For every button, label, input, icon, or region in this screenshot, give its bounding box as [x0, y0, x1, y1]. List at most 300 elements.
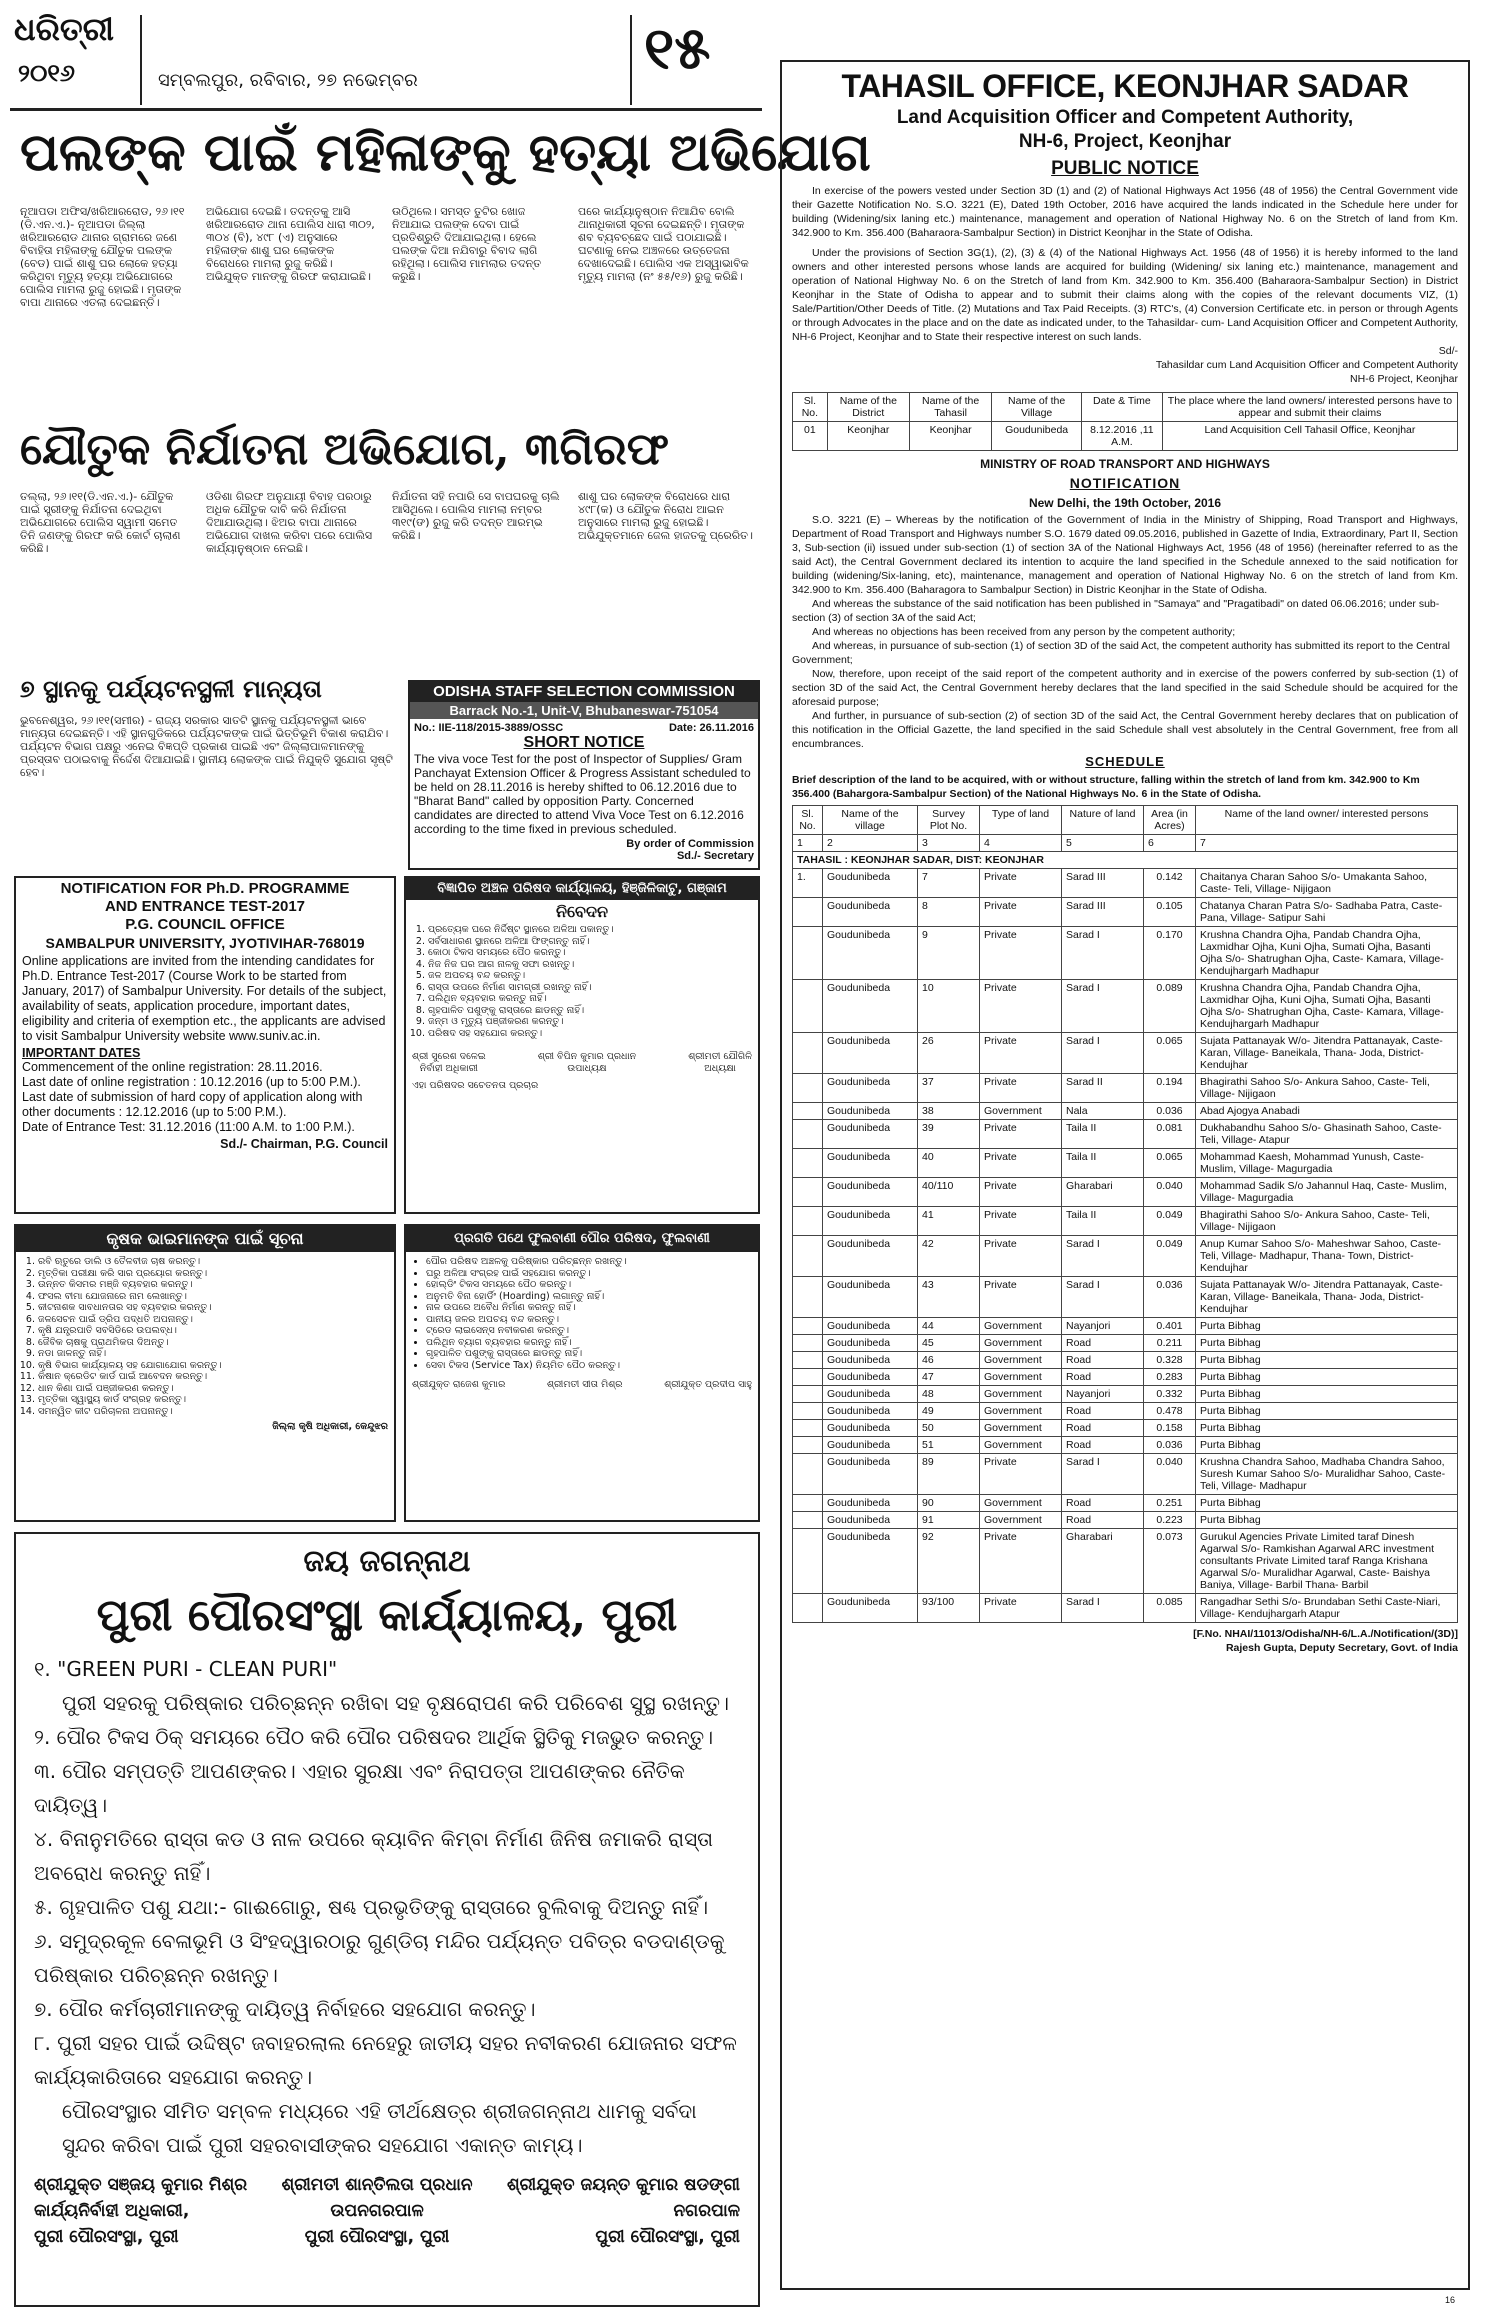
table-cell: Sarad I: [1062, 980, 1144, 1033]
farmers-item: 1. ରବି ଋତୁରେ ଡାଲି ଓ ତୈଳବୀଜ ଚାଷ କରନ୍ତୁ।: [38, 1256, 388, 1268]
claims-row: [793, 422, 1458, 451]
schedule-heading: SCHEDULE: [1085, 754, 1165, 769]
table-cell: Road: [1062, 1495, 1144, 1512]
table-cell: [793, 1103, 823, 1120]
table-cell: Goudunibeda: [823, 1207, 918, 1236]
block-item: 3. କୋଠା ଟିକସ ସମୟରେ ପୈଠ କରନ୍ତୁ।: [428, 947, 752, 959]
table-cell: 0.105: [1144, 898, 1196, 927]
puri-item: ପୁରୀ ସହରକୁ ପରିଷ୍କାର ପରିଚ୍ଛନ୍ନ ରଖିବା ସହ ବୃକ୍ଷରୋପଣ କରି ପରିବେଶ ସୁସ୍ଥ ରଖନ୍ତୁ।: [62, 1691, 730, 1715]
table-cell: 92: [918, 1529, 980, 1594]
table-cell: Krushna Chandra Ojha, Pandab Chandra Ojha, Laxmidhar Ojha, Kuni Ojha, Sumati Ojha, Basanti Ojha S/o- Shatrughan Ojha, Caste- Kamara, Village- Kendujhargarh Madhapur: [1196, 927, 1458, 980]
table-cell: Road: [1062, 1437, 1144, 1454]
phulbani-item: • ପଲିଥିନ ବ୍ୟାଗ ବ୍ୟବହାର କରନ୍ତୁ ନାହିଁ।: [426, 1337, 752, 1349]
ossc-body: The viva voce Test for the post of Inspector of Supplies/ Gram Panchayat Extension Officer & Progress Assistant scheduled to be held on 28.11.2016 is hereby shifted to 06.12.2016 due to "Bharat Band" called by opposition Party. Concerned candidates are directed to attend Viva Voce Test on 6.12.2016 according to the time fixed in previous scheduled.: [414, 752, 751, 836]
story-1: [20, 205, 760, 410]
block-sign-2-name: ଶ୍ରୀ ବିପିନ କୁମାର ପ୍ରଧାନ: [537, 1051, 637, 1062]
table-cell: 41: [918, 1207, 980, 1236]
table-cell: 10: [918, 980, 980, 1033]
table-cell: [793, 1149, 823, 1178]
notification-para-5: Now, therefore, upon receipt of the said report of the competent authority and in exercise of the powers conferred by sub-section (1) of section 3D of the said Act, the Central Government hereby declares that the land specified in the said Schedule should be acquired for the aforesaid purpose;: [792, 668, 1458, 708]
table-cell: 49: [918, 1403, 980, 1420]
table-cell: 48: [918, 1386, 980, 1403]
table-cell: 0.049: [1144, 1207, 1196, 1236]
phd-sign: Sd./- Chairman, P.G. Council: [220, 1137, 388, 1151]
table-cell: Krushna Chandra Ojha, Pandab Chandra Ojha, Laxmidhar Ojha, Kuni Ojha, Sumati Ojha, Basanti Ojha S/o- Shatrughan Ojha, Caste- Kamara, Village- Kendujhargarh Madhapur: [1196, 980, 1458, 1033]
phulbani-item: • ସେବା ଟିକସ (Service Tax) ନିୟମିତ ପୈଠ କରନ୍ତୁ।: [426, 1360, 752, 1372]
claims-header-cell: Sl. No.: [793, 393, 828, 422]
schedule-table: [792, 805, 1458, 1623]
table-cell: Road: [1062, 1369, 1144, 1386]
block-notice: [404, 876, 760, 1214]
block-sign-3-name: ଶ୍ରୀମତୀ ଯୌଗିଳି: [688, 1051, 752, 1062]
ministry-heading: MINISTRY OF ROAD TRANSPORT AND HIGHWAYS: [980, 457, 1270, 471]
table-cell: Private: [980, 1594, 1062, 1623]
schedule-number-cell: 3: [918, 835, 980, 852]
puri-title: ପୁରୀ ପୌରସଂସ୍ଥା କାର୍ଯ୍ୟାଳୟ, ପୁରୀ: [96, 1590, 678, 1641]
table-cell: Goudunibeda: [823, 1335, 918, 1352]
phulbani-sign-2: ଶ୍ରୀମତୀ ସୀତା ମିଶ୍ର: [546, 1379, 623, 1390]
table-cell: Private: [980, 1120, 1062, 1149]
table-cell: Chatanya Charan Patra S/o- Sadhaba Patra, Caste- Pana, Village- Satipur Sahi: [1196, 898, 1458, 927]
file-number: [F.No. NHAI/11013/Odisha/NH-6/L.A./Notification/(3D)]: [1193, 1628, 1458, 1640]
table-cell: Purta Bibhag: [1196, 1369, 1458, 1386]
table-cell: 0.142: [1144, 869, 1196, 898]
table-cell: Krushna Chandra Sahoo, Madhaba Chandra Sahoo, Suresh Kumar Sahoo S/o- Muralidhar Sahoo, Caste- Teli, Village- Madhapur: [1196, 1454, 1458, 1495]
table-cell: Goudunibeda: [823, 1277, 918, 1318]
table-cell: Sarad II: [1062, 1074, 1144, 1103]
table-cell: Rangadhar Sethi S/o- Brundaban Sethi Caste-Niari, Village- Kendujhargarh Atapur: [1196, 1594, 1458, 1623]
table-cell: Goudunibeda: [823, 1236, 918, 1277]
schedule-header-cell: Name of the village: [823, 806, 918, 835]
table-cell: Nayanjori: [1062, 1318, 1144, 1335]
table-cell: [793, 927, 823, 980]
ossc-heading: SHORT NOTICE: [523, 734, 645, 751]
table-cell: Purta Bibhag: [1196, 1495, 1458, 1512]
table-row: [793, 1420, 1458, 1437]
table-cell: Sarad I: [1062, 1594, 1144, 1623]
table-cell: [793, 1236, 823, 1277]
phd-date-2: Last date of online registration : 10.12.2016 (up to 5:00 P.M.).: [22, 1075, 361, 1089]
masthead-divider-2: [630, 15, 632, 105]
signatory: Rajesh Gupta, Deputy Secretary, Govt. of India: [1225, 1642, 1458, 1654]
block-title: ବିଜ୍ଞାପିତ ଅଞ୍ଚଳ ପରିଷଦ କାର୍ଯ୍ୟାଳୟ, ହିଞ୍ଜିଳିକାଟୁ, ଗଞ୍ଜାମ: [406, 878, 758, 900]
table-cell: [793, 1277, 823, 1318]
table-cell: Government: [980, 1495, 1062, 1512]
claims-cell: Land Acquisition Cell Tahasil Office, Keonjhar: [1162, 422, 1457, 451]
phulbani-item: • ପୌର ପରିଷଦ ଅଞ୍ଚଳକୁ ପରିଷ୍କାର ପରିଚ୍ଛନ୍ନ ରଖନ୍ତୁ।: [426, 1256, 752, 1268]
table-cell: Sarad I: [1062, 1277, 1144, 1318]
table-cell: [793, 1369, 823, 1386]
table-cell: Goudunibeda: [823, 1594, 918, 1623]
notice-para-1: In exercise of the powers vested under Section 3D (1) and (2) of National Highways Act 1956 (48 of 1956) the Central Government vide their Gazette Notification No. S.O. 3221 (E), Dated 19th October, 2016 have acquired the lands indicated in the Schedule here under for building (Widening/six laning etc.) maintenance, management and operation of National Highway No. 6 on the Stretch of land from Km. 342.900 to Km. 356.400 (Baharaora-Sambalpur Section) in District Keonjhar in the State of Odisha.: [792, 185, 1458, 239]
claims-header-cell: Name of the District: [827, 393, 909, 422]
puri-item: ୧. "GREEN PURI - CLEAN PURI": [34, 1657, 338, 1681]
table-cell: Private: [980, 1529, 1062, 1594]
table-cell: [793, 1352, 823, 1369]
table-cell: Chaitanya Charan Sahoo S/o- Umakanta Sahoo, Caste- Teli, Village- Nijigaon: [1196, 869, 1458, 898]
table-cell: Goudunibeda: [823, 1103, 918, 1120]
notice-title: TAHASIL OFFICE, KEONJHAR SADAR: [841, 68, 1409, 104]
schedule-number-cell: 4: [980, 835, 1062, 852]
table-cell: Goudunibeda: [823, 1074, 918, 1103]
table-cell: 39: [918, 1120, 980, 1149]
table-row: [793, 1207, 1458, 1236]
table-cell: Government: [980, 1103, 1062, 1120]
table-cell: Mohammad Sadik S/o Jahannul Haq, Caste- Muslim, Village- Magurgadia: [1196, 1178, 1458, 1207]
schedule-number-cell: 2: [823, 835, 918, 852]
table-cell: [793, 1437, 823, 1454]
table-cell: Goudunibeda: [823, 1512, 918, 1529]
tahasil-notice: [780, 60, 1470, 2290]
table-row: [793, 898, 1458, 927]
table-cell: Goudunibeda: [823, 1386, 918, 1403]
claims-cell: 8.12.2016 ,11 A.M.: [1081, 422, 1162, 451]
table-cell: Private: [980, 1207, 1062, 1236]
table-cell: 91: [918, 1512, 980, 1529]
claims-cell: Keonjhar: [909, 422, 991, 451]
table-cell: Goudunibeda: [823, 980, 918, 1033]
notice-subtitle-1: Land Acquisition Officer and Competent Authority,: [896, 107, 1354, 128]
table-cell: 45: [918, 1335, 980, 1352]
claims-cell: Keonjhar: [827, 422, 909, 451]
table-cell: Goudunibeda: [823, 927, 918, 980]
puri-list: [16, 1648, 758, 2166]
table-cell: Government: [980, 1403, 1062, 1420]
table-cell: [793, 1178, 823, 1207]
table-row: [793, 1236, 1458, 1277]
headline-2: ଯୌତୁକ ନିର୍ଯାତନା ଅଭିଯୋଗ, ୩ଗିରଫ: [20, 424, 669, 475]
phd-dates-heading: IMPORTANT DATES: [22, 1046, 141, 1060]
table-cell: [793, 1403, 823, 1420]
table-cell: Goudunibeda: [823, 1529, 918, 1594]
notification-date: New Delhi, the 19th October, 2016: [1028, 496, 1222, 510]
table-cell: 8: [918, 898, 980, 927]
table-cell: Sarad III: [1062, 869, 1144, 898]
phd-office: P.G. COUNCIL OFFICE: [125, 916, 285, 933]
table-cell: Goudunibeda: [823, 1420, 918, 1437]
masthead-dateline: ସମ୍ବଲପୁର, ରବିବାର, ୨୭ ନଭେମ୍ବର: [158, 70, 418, 91]
table-cell: 0.036: [1144, 1103, 1196, 1120]
table-cell: 0.194: [1144, 1074, 1196, 1103]
table-cell: 1.: [793, 869, 823, 898]
table-cell: [793, 1033, 823, 1074]
puri-sign-3-role: ନଗରପାଳ: [673, 2201, 740, 2221]
table-cell: Goudunibeda: [823, 1454, 918, 1495]
puri-item: ୬. ସମୁଦ୍ରକୂଳ ବେଳାଭୂମି ଓ ସିଂହଦ୍ୱାରଠାରୁ ଗୁଣ୍ଡିଚା ମନ୍ଦିର ପର୍ଯ୍ୟନ୍ତ ପବିତ୍ର ବଡଦାଣ୍ଡକୁ ପରିଷ୍କାର ପରିଚ୍ଛନ୍ନ ରଖନ୍ତୁ।: [34, 1929, 725, 1987]
table-cell: 0.401: [1144, 1318, 1196, 1335]
puri-item: ୭. ପୌର କର୍ମଚାରୀମାନଙ୍କୁ ଦାୟିତ୍ୱ ନିର୍ବାହରେ ସହଯୋଗ କରନ୍ତୁ।: [34, 1997, 536, 2021]
block-sign-1-name: ଶ୍ରୀ ସୁରେଶ ଦଳେଇ: [412, 1051, 486, 1062]
table-cell: 9: [918, 927, 980, 980]
table-cell: Gurukul Agencies Private Limited taraf Dinesh Agarwal S/o- Ramkishan Agarwal ARC investment consultants Private Limited taraf Ranga Krishana Agarwal S/o- Muralidhar Agarwal, Caste- Baishya Baniya, Village- Barbil Thana- Barbil: [1196, 1529, 1458, 1594]
table-cell: 43: [918, 1277, 980, 1318]
claims-cell: Goudunibeda: [992, 422, 1082, 451]
table-row: [793, 1454, 1458, 1495]
table-row: [793, 1437, 1458, 1454]
table-row: [793, 869, 1458, 898]
claims-header-cell: The place where the land owners/ interested persons have to appear and submit their claims: [1162, 393, 1457, 422]
schedule-header-cell: Type of land: [980, 806, 1062, 835]
table-cell: Gharabari: [1062, 1529, 1144, 1594]
table-row: [793, 1033, 1458, 1074]
table-cell: Purta Bibhag: [1196, 1335, 1458, 1352]
table-cell: Dukhabandhu Sahoo S/o- Ghasinath Sahoo, Caste- Teli, Village- Atapur: [1196, 1120, 1458, 1149]
notification-heading: NOTIFICATION: [1069, 475, 1181, 491]
table-cell: 0.040: [1144, 1454, 1196, 1495]
table-cell: Goudunibeda: [823, 1403, 918, 1420]
ossc-title: ODISHA STAFF SELECTION COMMISSION: [410, 682, 758, 702]
table-cell: 0.081: [1144, 1120, 1196, 1149]
table-cell: [793, 1386, 823, 1403]
farmers-item: 7. କୃଷି ଯନ୍ତ୍ରପାତି ସବସିଡିରେ ଉପଲବ୍ଧ।: [38, 1325, 388, 1337]
table-row: [793, 1277, 1458, 1318]
table-cell: Bhagirathi Sahoo S/o- Ankura Sahoo, Caste- Teli, Village- Nijigaon: [1196, 1207, 1458, 1236]
schedule-number-cell: 5: [1062, 835, 1144, 852]
table-cell: Private: [980, 1178, 1062, 1207]
puri-item: ୩. ପୌର ସମ୍ପତ୍ତି ଆପଣଙ୍କର। ଏହାର ସୁରକ୍ଷା ଏବଂ ନିରାପତ୍ତା ଆପଣଙ୍କର ନୈତିକ ଦାୟିତ୍ୱ।: [34, 1759, 685, 1817]
phd-body: Online applications are invited from the intending candidates for Ph.D. Entrance Test-2017 (Course Work to be started from January, 2017) of Sambalpur University. For details of the subject, availability of seats, application procedure, important dates, eligibility and criteria of exemption etc., the applicants are advised to visit Sambalpur University website www.suniv.ac.in.: [22, 954, 387, 1043]
table-cell: Purta Bibhag: [1196, 1420, 1458, 1437]
phd-notice: [14, 876, 396, 1214]
notice-sign-role-2: NH-6 Project, Keonjhar: [1350, 373, 1458, 385]
farmers-sign: ଜିଲ୍ଲା କୃଷି ଅଧିକାରୀ, କେନ୍ଦୁଝର: [272, 1421, 388, 1432]
claims-cell: 01: [793, 422, 828, 451]
table-cell: 0.478: [1144, 1403, 1196, 1420]
table-cell: Purta Bibhag: [1196, 1352, 1458, 1369]
table-cell: 46: [918, 1352, 980, 1369]
table-cell: [793, 1495, 823, 1512]
schedule-number-cell: 1: [793, 835, 823, 852]
page-corner-number: 16: [1445, 2295, 1456, 2305]
block-item: 5. ଜଳ ଅପଚୟ ବନ୍ଦ କରନ୍ତୁ।: [428, 970, 752, 982]
table-cell: Private: [980, 1074, 1062, 1103]
schedule-number-row: [793, 835, 1458, 852]
table-cell: 26: [918, 1033, 980, 1074]
table-cell: [793, 1318, 823, 1335]
phulbani-item: • ଗୃହପାଳିତ ପଶୁଙ୍କୁ ରାସ୍ତାରେ ଛାଡନ୍ତୁ ନାହିଁ।: [426, 1348, 752, 1360]
farmers-item: 3. ଉନ୍ନତ କିସମର ମଞ୍ଜି ବ୍ୟବହାର କରନ୍ତୁ।: [38, 1279, 388, 1291]
table-cell: 0.085: [1144, 1594, 1196, 1623]
story-2-col-1: ତଲ୍ଲା, ୨୬।୧୧(ଡି.ଏନ.ଏ.)- ଯୌତୁକ ପାଇଁ ସ୍ତ୍ରୀଙ୍କୁ ନିର୍ଯାତନା ଦେଇଥିବା ଅଭିଯୋଗରେ ପୋଲିସ ସ୍ୱାମୀ ସମେତ ତିନି ଜଣଙ୍କୁ ଗିରଫ କରି କୋର୍ଟ ଚାଲାଣ କରିଛି।: [20, 490, 181, 555]
table-cell: Private: [980, 1277, 1062, 1318]
tourism-headline: ୭ ସ୍ଥାନକୁ ପର୍ଯ୍ୟଟନସ୍ଥଳୀ ମାନ୍ୟତା: [20, 674, 322, 703]
claims-header-row: [793, 393, 1458, 422]
schedule-body: [793, 852, 1458, 1623]
table-cell: 0.158: [1144, 1420, 1196, 1437]
table-row: [793, 980, 1458, 1033]
table-cell: Mohammad Kaesh, Mohammad Yunush, Caste- Muslim, Village- Magurgadia: [1196, 1149, 1458, 1178]
paper-logo: ଧରିତ୍ରୀ: [14, 10, 114, 48]
table-cell: [793, 1594, 823, 1623]
table-cell: Goudunibeda: [823, 1033, 918, 1074]
table-cell: 0.065: [1144, 1033, 1196, 1074]
table-row: [793, 1352, 1458, 1369]
table-cell: 0.036: [1144, 1437, 1196, 1454]
schedule-header-row: [793, 806, 1458, 835]
table-row: [793, 1335, 1458, 1352]
table-cell: 89: [918, 1454, 980, 1495]
table-cell: Goudunibeda: [823, 1318, 918, 1335]
table-row: [793, 1074, 1458, 1103]
phulbani-list: [412, 1256, 752, 1371]
table-cell: Purta Bibhag: [1196, 1512, 1458, 1529]
table-cell: 93/100: [918, 1594, 980, 1623]
table-cell: Goudunibeda: [823, 1352, 918, 1369]
ossc-notice: [408, 680, 760, 870]
puri-item: ପୌରସଂସ୍ଥାର ସୀମିତ ସମ୍ବଳ ମଧ୍ୟରେ ଏହି ତୀର୍ଥକ୍ଷେତ୍ର ଶ୍ରୀଜଗନ୍ନାଥ ଧାମକୁ ସର୍ବଦା ସୁନ୍ଦର କରିବା ପାଇଁ ପୁରୀ ସହରବାସୀଙ୍କର ସହଯୋଗ ଏକାନ୍ତ କାମ୍ୟ।: [62, 2099, 697, 2157]
table-cell: 0.332: [1144, 1386, 1196, 1403]
masthead: [10, 10, 762, 105]
table-cell: Sarad I: [1062, 927, 1144, 980]
puri-item: ୫. ଗୃହପାଳିତ ପଶୁ ଯଥା:- ଗାଈଗୋରୁ, ଷଣ୍ଢ ପ୍ରଭୃତିଙ୍କୁ ରାସ୍ତାରେ ବୁଲିବାକୁ ଦିଅନ୍ତୁ ନାହିଁ।: [34, 1895, 709, 1919]
block-item: 1. ପ୍ରତ୍ୟେକ ଘରେ ନିର୍ଦ୍ଦିଷ୍ଟ ସ୍ଥାନରେ ଅଳିଆ ପକାନ୍ତୁ।: [428, 924, 752, 936]
table-cell: 0.036: [1144, 1277, 1196, 1318]
table-row: [793, 1318, 1458, 1335]
table-cell: Private: [980, 1454, 1062, 1495]
table-cell: 0.251: [1144, 1495, 1196, 1512]
phd-date-3: Last date of submission of hard copy of application along with other documents : 12.12.2016 (up to 5:00 P.M.).: [22, 1090, 363, 1119]
farmers-item: 10. କୃଷି ବିଭାଗ କାର୍ଯ୍ୟାଳୟ ସହ ଯୋଗାଯୋଗ କରନ୍ତୁ।: [38, 1360, 388, 1372]
block-footer: ଏହା ପରିଷଦର ସଚେତନତା ପ୍ରଚାର: [412, 1080, 539, 1091]
phulbani-item: • ନାଳ ଉପରେ ଅବୈଧ ନିର୍ମାଣ କରନ୍ତୁ ନାହିଁ।: [426, 1302, 752, 1314]
table-cell: Goudunibeda: [823, 1149, 918, 1178]
table-cell: Abad Ajogya Anabadi: [1196, 1103, 1458, 1120]
table-cell: Goudunibeda: [823, 1120, 918, 1149]
block-item: 6. ରାସ୍ତା ଉପରେ ନିର୍ମାଣ ସାମଗ୍ରୀ ରଖନ୍ତୁ ନାହିଁ।: [428, 982, 752, 994]
table-cell: [793, 898, 823, 927]
block-item: 4. ନିଜ ନିଜ ଘର ଆଗ ନାଳକୁ ସଫା ରଖନ୍ତୁ।: [428, 959, 752, 971]
puri-sign-1-org: ପୁରୀ ପୌରସଂସ୍ଥା, ପୁରୀ: [34, 2227, 179, 2247]
headline-1: ପଲଙ୍କ ପାଇଁ ମହିଳାଙ୍କୁ ହତ୍ୟା ଅଭିଯୋଗ: [20, 122, 871, 183]
public-notice-heading: PUBLIC NOTICE: [1051, 158, 1199, 179]
table-cell: [793, 1335, 823, 1352]
table-row: [793, 1512, 1458, 1529]
notification-para-1: S.O. 3221 (E) – Whereas by the notification of the Government of India in the Ministry of Shipping, Road Transport and Highways, Department of Road Transport and Highways number S.O. 1679 dated 09.05.2016, published in Gazette of India, Extraordinary, Part II, Section 3, Sub-section (ii) issued under sub-section (1) of section 3A of the National Highways Act, 1956 (48 of 1956) (hereinafter referred to as the said Act), the Central Government declared its intention to acquire the land specified in the Schedule annexed to the said notification for building (widening/Six-laning, etc), maintenance, management and operation of National Highway No. 6 on the stretch of land from Km. 342.900 to Km. 356.400 (Baharagora to Sambalpur Section) in Distric Keonjhar in the State of Odisha.: [792, 514, 1458, 596]
block-list: [412, 924, 752, 1039]
puri-sign-3-name: ଶ୍ରୀଯୁକ୍ତ ଜୟନ୍ତ କୁମାର ଷଡଙ୍ଗୀ: [506, 2175, 740, 2195]
table-cell: 51: [918, 1437, 980, 1454]
table-cell: Government: [980, 1512, 1062, 1529]
puri-sign-1-role: କାର୍ଯ୍ୟନିର୍ବାହୀ ଅଧିକାରୀ,: [34, 2201, 190, 2221]
schedule-header-cell: Sl. No.: [793, 806, 823, 835]
table-cell: 7: [918, 869, 980, 898]
table-cell: 40/110: [918, 1178, 980, 1207]
notice-subtitle-2: NH-6, Project, Keonjhar: [1018, 131, 1232, 152]
table-cell: Road: [1062, 1403, 1144, 1420]
table-row: [793, 1594, 1458, 1623]
notice-para-2: Under the provisions of Section 3G(1), (2), (3) & (4) of the National Highways Act. 1956 (48 of 1956) it is hereby informed to the land owners and other interested persons whose lands are acquired for building (Widening/ six laning etc.) maintenance, management and operation of National Highway No. 6 on the Stretch of land from Km. 342.900 to Km. 356.400 (Baharaora-Sambalpur Section) in District Keonjhar in the State of Odisha to appear and to submit their claims along with the copies of the relevant documents VIZ, (1) Sale/Partition/Other Deeds of Title. (2) Mutations and Tax Paid Receipts. (3) RTC's, (4) Conversion Certificate etc. in person or through Agents or through Advocates in the place and on the date as indicated under, to the Tahasildar- cum- Land Acquisition Officer and Competent Authority, NH-6 Project, Keonjhar and to State their respective interest on such lands.: [792, 247, 1459, 343]
table-cell: Road: [1062, 1420, 1144, 1437]
notification-para-6: And further, in pursuance of sub-section (2) of section 3D of the said Act, the Central Government hereby declares that on publication of this notification in the Official Gazette, the land specified in the said Schedule shall vest absolutely in the Central Government, free from all encumbrances.: [792, 710, 1458, 750]
table-cell: 0.211: [1144, 1335, 1196, 1352]
tahasil-row-label: TAHASIL : KEONJHAR SADAR, DIST: KEONJHAR: [793, 852, 1458, 869]
farmers-item: 14. ସମନ୍ୱିତ କୀଟ ପରିଚାଳନା ଅପନାନ୍ତୁ।: [38, 1406, 388, 1418]
notification-para-2: And whereas the substance of the said notification has been published in "Samaya" and "Pragatibadi" on dated 06.06.2016; under sub-section (3) of section 3A of the said Act;: [792, 598, 1440, 624]
block-item: 7. ପଲିଥିନ ବ୍ୟବହାର କରନ୍ତୁ ନାହିଁ।: [428, 993, 752, 1005]
farmers-notice: [14, 1224, 396, 1522]
claims-header-cell: Date & Time: [1081, 393, 1162, 422]
block-item: 2. ସର୍ବସାଧାରଣ ସ୍ଥାନରେ ଅଳିଆ ଫିଙ୍ଗନ୍ତୁ ନାହିଁ।: [428, 936, 752, 948]
table-cell: [793, 1420, 823, 1437]
table-cell: Government: [980, 1437, 1062, 1454]
table-row: [793, 1403, 1458, 1420]
puri-jay: ଜୟ ଜଗନ୍ନାଥ: [303, 1544, 471, 1579]
masthead-year: ୨୦୧୬: [18, 58, 75, 87]
puri-sign-2-name: ଶ୍ରୀମତୀ ଶାନ୍ତିଲତା ପ୍ରଧାନ: [281, 2175, 473, 2195]
table-cell: 0.089: [1144, 980, 1196, 1033]
puri-item: ୨. ପୌର ଟିକସ ଠିକ୍ ସମୟରେ ପୈଠ କରି ପୌର ପରିଷଦର ଆର୍ଥିକ ସ୍ଥିତିକୁ ମଜଭୁତ କରନ୍ତୁ।: [34, 1725, 714, 1749]
table-cell: Goudunibeda: [823, 869, 918, 898]
claims-table: [792, 392, 1458, 451]
tourism-story: [20, 672, 398, 852]
table-cell: Gharabari: [1062, 1178, 1144, 1207]
table-cell: Private: [980, 927, 1062, 980]
table-cell: Government: [980, 1420, 1062, 1437]
farmers-item: 9. ନଡା ଜାଳନ୍ତୁ ନାହିଁ।: [38, 1348, 388, 1360]
phulbani-notice: [404, 1224, 760, 1522]
phd-university: SAMBALPUR UNIVERSITY, JYOTIVIHAR-768019: [45, 935, 365, 951]
claims-header-cell: Name of the Village: [992, 393, 1082, 422]
table-cell: Private: [980, 980, 1062, 1033]
table-cell: Private: [980, 869, 1062, 898]
table-cell: Purta Bibhag: [1196, 1318, 1458, 1335]
table-cell: 40: [918, 1149, 980, 1178]
puri-item: ୮. ପୁରୀ ସହର ପାଇଁ ଉଦ୍ଦିଷ୍ଟ ଜବାହରଲାଲ ନେହେରୁ ଜାତୀୟ ସହର ନବୀକରଣ ଯୋଜନାର ସଫଳ କାର୍ଯ୍ୟକାରିତାରେ ସହଯୋଗ କରନ୍ତୁ।: [34, 2031, 737, 2089]
table-row: [793, 927, 1458, 980]
phulbani-sign-3: ଶ୍ରୀଯୁକ୍ତ ପ୍ରଦୀପ ସାହୁ: [664, 1379, 752, 1390]
table-cell: Private: [980, 1033, 1062, 1074]
table-cell: Government: [980, 1352, 1062, 1369]
schedule-header-cell: Nature of land: [1062, 806, 1144, 835]
table-cell: 50: [918, 1420, 980, 1437]
schedule-header-cell: Survey Plot No.: [918, 806, 980, 835]
table-row: [793, 1529, 1458, 1594]
table-cell: 0.170: [1144, 927, 1196, 980]
farmers-item: 4. ଫସଲ ବୀମା ଯୋଜନାରେ ନାମ ଲେଖାନ୍ତୁ।: [38, 1291, 388, 1303]
table-cell: Sarad I: [1062, 1033, 1144, 1074]
farmers-list: [22, 1256, 388, 1417]
schedule-number-cell: 7: [1196, 835, 1458, 852]
table-cell: Government: [980, 1369, 1062, 1386]
puri-notice: [14, 1532, 760, 2307]
table-cell: Goudunibeda: [823, 1178, 918, 1207]
table-cell: 90: [918, 1495, 980, 1512]
phd-date-4: Date of Entrance Test: 31.12.2016 (11:00 A.M. to 1:00 P.M.).: [22, 1120, 355, 1134]
table-cell: Bhagirathi Sahoo S/o- Ankura Sahoo, Caste- Teli, Village- Nijigaon: [1196, 1074, 1458, 1103]
table-cell: 0.065: [1144, 1149, 1196, 1178]
table-cell: Purta Bibhag: [1196, 1437, 1458, 1454]
table-cell: Taila II: [1062, 1207, 1144, 1236]
story-1-col-2: ଅଭିଯୋଗ ଦେଇଛି। ତଦନ୍ତକୁ ଆସି ଖରିଆରରୋଡ ଥାନା ପୋଲିସ ଧାରା ୩୦୨, ୩୦୪ (ବି), ୪୯୮ (ଏ) ଅନୁସାରେ ମହିଳାଙ୍କ ଶାଶୁ ଘର ଲୋକଙ୍କ ବିରୋଧରେ ମାମଲା ରୁଜୁ କରିଛି। ଅଭିଯୁକ୍ତ ମାନଙ୍କୁ ଗିରଫ କରାଯାଇଛି।: [206, 205, 375, 283]
table-cell: Nayanjori: [1062, 1386, 1144, 1403]
table-row: [793, 1495, 1458, 1512]
phulbani-item: • ହୋଲ୍ଡିଂ ଟିକସ ସମୟରେ ପୈଠ କରନ୍ତୁ।: [426, 1279, 752, 1291]
farmers-item: 6. ଜଳସେଚନ ପାଇଁ ଡ୍ରିପ ପଦ୍ଧତି ଅପନାନ୍ତୁ।: [38, 1314, 388, 1326]
farmers-item: 2. ମୃତ୍ତିକା ପରୀକ୍ଷା କରି ସାର ପ୍ରୟୋଗ କରନ୍ତୁ।: [38, 1268, 388, 1280]
table-cell: Private: [980, 1236, 1062, 1277]
ossc-sign-2: Sd./- Secretary: [676, 850, 754, 862]
table-cell: Sarad III: [1062, 898, 1144, 927]
table-cell: 38: [918, 1103, 980, 1120]
farmers-item: 12. ଧାନ କିଣା ପାଇଁ ପଞ୍ଜୀକରଣ କରନ୍ତୁ।: [38, 1383, 388, 1395]
schedule-header-cell: Name of the land owner/ interested persons: [1196, 806, 1458, 835]
block-item: 10. ପରିଷଦ ସହ ସହଯୋଗ କରନ୍ତୁ।: [428, 1028, 752, 1040]
table-cell: [793, 980, 823, 1033]
farmers-title: କୃଷକ ଭାଇମାନଙ୍କ ପାଇଁ ସୂଚନା: [16, 1226, 394, 1252]
table-cell: 37: [918, 1074, 980, 1103]
table-cell: Government: [980, 1335, 1062, 1352]
farmers-item: 11. କିଷାନ କ୍ରେଡିଟ କାର୍ଡ ପାଇଁ ଆବେଦନ କରନ୍ତୁ।: [38, 1371, 388, 1383]
